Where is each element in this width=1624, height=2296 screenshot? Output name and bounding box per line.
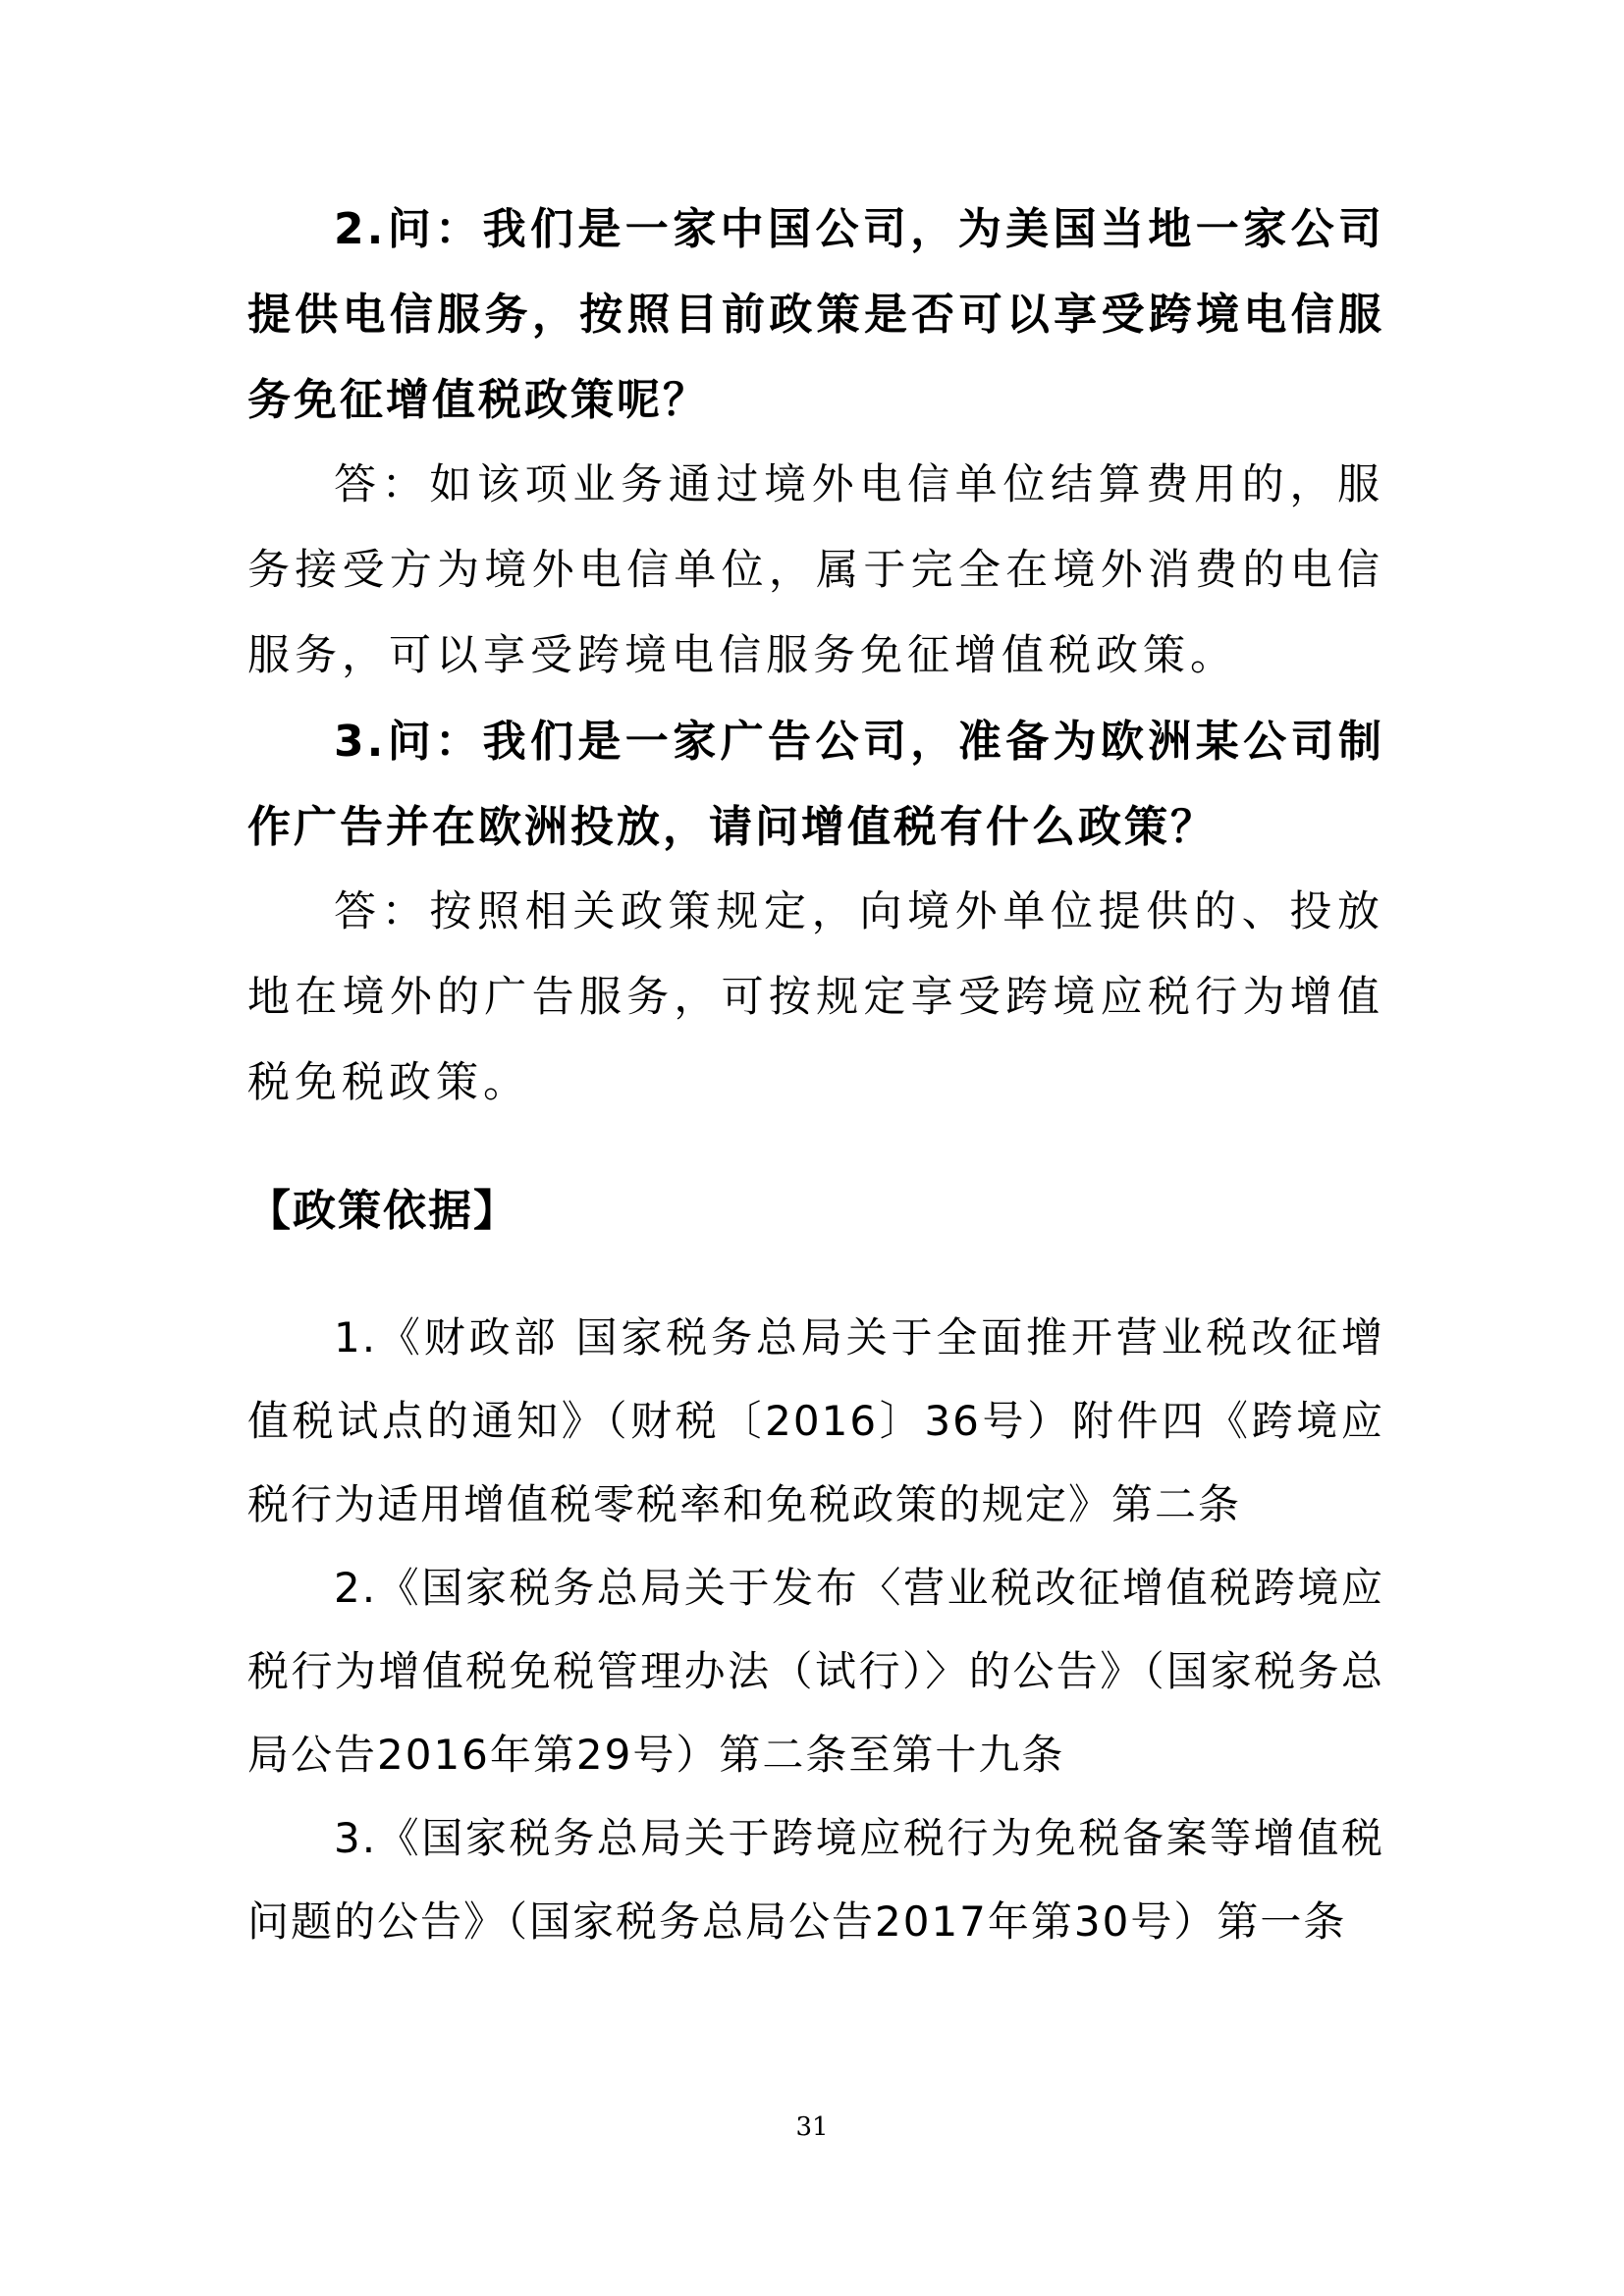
answer-text: 答：按照相关政策规定，向境外单位提供的、投放地在境外的广告服务，可按规定享受跨境应税行为增值税免税政策。 (247, 887, 1384, 1107)
policy-basis-list (247, 1296, 1384, 1963)
qa-item-2 (247, 187, 1384, 699)
page-number: 31 (795, 2112, 829, 2142)
policy-basis-item: 2.《国家税务总局关于发布〈营业税改征增值税跨境应税行为增值税免税管理办法（试行）〉的公告》（国家税务总局公告2016年第29号）第二条至第十九条 (247, 1564, 1384, 1779)
policy-basis-heading: 【政策依据】 (247, 1186, 518, 1236)
question-text: 3.问：我们是一家广告公司，准备为欧洲某公司制作广告并在欧洲投放，请问增值税有什么政策？ (247, 717, 1384, 852)
answer-text: 答：如该项业务通过境外电信单位结算费用的，服务接受方为境外电信单位，属于完全在境外消费的电信服务，可以享受跨境电信服务免征增值税政策。 (247, 460, 1384, 680)
question-text: 2.问：我们是一家中国公司，为美国当地一家公司提供电信服务，按照目前政策是否可以享受跨境电信服务免征增值税政策呢？ (247, 204, 1384, 425)
qa-item-3 (247, 699, 1384, 1126)
policy-basis-item: 3.《国家税务总局关于跨境应税行为免税备案等增值税问题的公告》（国家税务总局公告2017年第30号）第一条 (247, 1814, 1384, 1946)
policy-basis-item: 1.《财政部 国家税务总局关于全面推开营业税改征增值税试点的通知》（财税〔2016〕36号）附件四《跨境应税行为适用增值税零税率和免税政策的规定》第二条 (247, 1313, 1384, 1528)
